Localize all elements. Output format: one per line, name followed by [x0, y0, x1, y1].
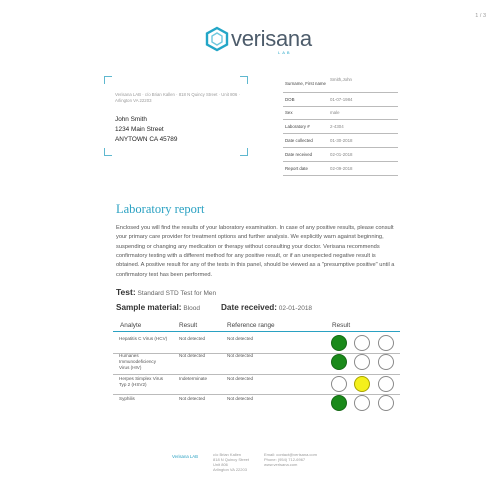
recipient-address [115, 115, 177, 145]
col-reference: Reference range [227, 322, 275, 329]
result-value: Not detected [179, 336, 206, 341]
indicator-circle [354, 354, 370, 370]
indicator-circle [354, 395, 370, 411]
footer-address-line: Unit 806 [213, 462, 228, 467]
footer-website: www.verisana.com [264, 462, 298, 467]
result-value: Indeterminate [179, 376, 208, 381]
footer-email: Email: contact@verisana.com [264, 452, 317, 457]
footer-address [213, 452, 249, 472]
info-value: 01-07-1984 [328, 92, 398, 106]
indicator-circle [378, 395, 394, 411]
table-row [113, 334, 400, 354]
table-row [113, 375, 400, 395]
info-label: Surname, First name [283, 75, 328, 92]
table-row [113, 353, 400, 375]
analyte-name: Hepatitis C Virus (HCV) [119, 336, 168, 341]
info-row [283, 133, 398, 147]
brand-sub: LAB [278, 50, 292, 55]
info-label: Date collected [283, 133, 328, 147]
footer-address-line: c/o Brian Kallen [213, 452, 242, 457]
sample-line [116, 303, 406, 312]
test-label: Test: [116, 287, 136, 297]
page-number: 1 / 3 [475, 13, 486, 19]
intro-paragraph: Enclosed you will find the results of your laboratory examination. In case of any positive results, please consult your primary care provider for treatment options and further analysis. We explicitly warn against beginning, suspending or changing any medication or therapy without consulting your doctor. Verisana recommends confirmatory testing with a different method for any positive result, or if an unexpected negative result is obtained. A positive result for any of the tests in this panel, should be viewed as a "presumptive positive" until a confirmatory test has been performed. [116, 225, 395, 278]
sample-label: Sample material: [116, 303, 182, 312]
brand-logo [204, 26, 314, 54]
info-label: DOB [283, 92, 328, 106]
reference-value: Not detected [227, 336, 254, 341]
test-line [116, 287, 216, 297]
indicator-circle [378, 376, 394, 392]
indicator-circle [331, 335, 347, 351]
result-value: Not detected [179, 353, 206, 358]
col-indicator: Result [332, 322, 351, 329]
info-value: male [328, 106, 398, 119]
indicator-circle [331, 354, 347, 370]
recipient-street: 1234 Main Street [115, 126, 164, 133]
info-row [283, 75, 398, 92]
footer-brand: Verisana LAB [172, 454, 199, 459]
indicator-circle [378, 354, 394, 370]
info-label: Sex [283, 106, 328, 119]
indicator-circle [354, 335, 370, 351]
test-value: Standard STD Test for Men [137, 290, 217, 297]
footer-phone: Phone: (954) 712-6967 [264, 457, 306, 462]
indicator-circle [378, 335, 394, 351]
reference-value: Not detected [227, 353, 254, 358]
received-label: Date received: [221, 303, 277, 312]
info-value: 02-01-2018 [328, 147, 398, 161]
info-value: 02-09-2018 [328, 161, 398, 175]
info-label: Date received [283, 147, 328, 161]
col-analyte: Analyte [120, 322, 142, 329]
reference-value: Not detected [227, 396, 254, 401]
sample-value: Blood [183, 305, 200, 312]
report-title: Laboratory report [116, 202, 205, 216]
info-row [283, 147, 398, 161]
patient-info-table [283, 75, 398, 176]
info-label: Laboratory # [283, 119, 328, 133]
results-header [113, 320, 400, 332]
footer-contact [264, 452, 317, 467]
info-row [283, 106, 398, 119]
analyte-name: Humanes Immunodeficiency Virus (HIV) [119, 353, 157, 370]
recipient-name: John Smith [115, 116, 147, 123]
hexagon-logo-icon [204, 26, 230, 52]
reference-value: Not detected [227, 376, 254, 381]
info-value: 2-4304 [328, 119, 398, 133]
info-row [283, 119, 398, 133]
analyte-name: Syphilis [119, 396, 135, 401]
info-value: 01-30-2018 [328, 133, 398, 147]
col-result: Result [179, 322, 198, 329]
received-value: 02-01-2018 [278, 305, 313, 312]
brand-name: verisana [231, 26, 312, 51]
footer-address-line: Arlington VA 22203 [213, 467, 247, 472]
sender-address: Verisana LAB · c/o Brian Kallen · 818 N Quincy Street · Unit 806 · Arlington VA 22203 [115, 92, 240, 103]
info-value: Smith,John [328, 75, 398, 92]
indicator-circle [354, 376, 370, 392]
info-row [283, 161, 398, 175]
footer-address-line: 818 N Quincy Street [213, 457, 250, 462]
info-row [283, 92, 398, 106]
address-window [104, 76, 248, 156]
analyte-name: Herpes Simplex Virus Typ 2 (HSV2) [119, 376, 164, 387]
received-group [221, 303, 312, 312]
indicator-circle [331, 376, 347, 392]
indicator-circle [331, 395, 347, 411]
table-row [113, 395, 400, 414]
result-value: Not detected [179, 396, 206, 401]
recipient-city: ANYTOWN CA 45789 [115, 136, 178, 143]
info-label: Report date [283, 161, 328, 175]
